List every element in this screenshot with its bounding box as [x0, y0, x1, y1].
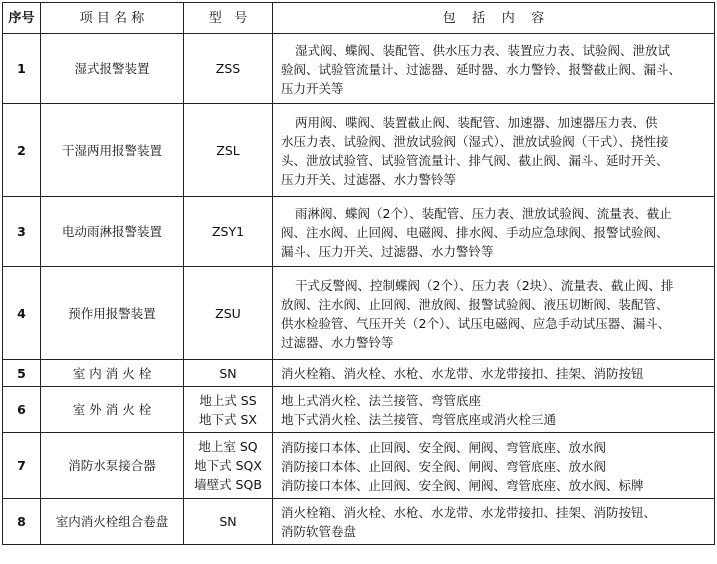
item-model: [184, 267, 273, 360]
table-body: [3, 34, 715, 545]
item-model: [184, 104, 273, 197]
item-model: [184, 197, 273, 267]
row-number: 2: [3, 104, 41, 197]
contents-line: 地上式消火栓、法兰接管、弯管底座: [281, 393, 482, 408]
item-contents: [273, 433, 715, 499]
model-line: 地上室 SQ: [198, 439, 258, 454]
contents-line: 消火栓箱、消火栓、水枪、水龙带、水龙带接扣、挂架、消防按钮: [281, 366, 644, 381]
header-name: 项 目 名 称: [41, 3, 184, 34]
contents-line: 水压力表、试验阀、泄放试验阀（湿式）、泄放试验阀（干式）、挠性接: [281, 133, 669, 149]
model-line: ZSS: [215, 61, 241, 76]
item-model: [184, 499, 273, 545]
item-contents: [273, 499, 715, 545]
contents-line: 消防接口本体、止回阀、安全阀、闸阀、弯管底座、放水阀: [281, 439, 607, 455]
model-line: 地上式 SS: [199, 392, 257, 408]
contents-line: 压力开关等: [281, 80, 344, 96]
contents-line: 压力开关、过滤器、水力警铃等: [281, 171, 457, 187]
item-model: [184, 360, 273, 387]
table-row: [3, 360, 715, 387]
item-name: 干湿两用报警装置: [41, 104, 184, 197]
row-number: 7: [3, 433, 41, 499]
model-line: 墙壁式 SQB: [194, 477, 262, 492]
item-contents: [273, 34, 715, 104]
row-number: 3: [3, 197, 41, 267]
model-line: ZSY1: [211, 224, 245, 239]
item-contents: [273, 197, 715, 267]
model-line: 地下式 SX: [199, 411, 257, 427]
contents-line: 雨淋阀、蝶阀（2个）、装配管、压力表、泄放试验阀、流量表、截止: [295, 205, 672, 221]
equipment-table-sheet: [2, 2, 714, 545]
contents-line: 消防软管卷盘: [281, 524, 357, 539]
contents-line: 头、泄放试验管、试验管流量计、排气阀、截止阀、漏斗、延时开关、: [281, 152, 669, 168]
item-name: 消防水泵接合器: [41, 433, 184, 499]
contents-line: 阀、注水阀、止回阀、电磁阀、排水阀、手动应急球阀、报警试验阀、: [281, 224, 669, 240]
item-contents: [273, 387, 715, 433]
row-number: 6: [3, 387, 41, 433]
item-name: 室 内 消 火 栓: [41, 360, 184, 387]
table-row: [3, 34, 715, 104]
row-number: 4: [3, 267, 41, 360]
item-model: [184, 34, 273, 104]
item-model: [184, 387, 273, 433]
contents-line: 干式反警阀、控制蝶阀（2个）、压力表（2块）、流量表、截止阀、排: [295, 277, 674, 293]
contents-line: 消火栓箱、消火栓、水枪、水龙带、水龙带接扣、挂架、消防按钮、: [281, 505, 657, 520]
table-row: [3, 433, 715, 499]
header-contents: 包 括 内 容: [273, 3, 715, 34]
item-name: 室 外 消 火 栓: [41, 387, 184, 433]
contents-line: 漏斗、压力开关、过滤器、水力警铃等: [281, 243, 494, 259]
contents-line: 消防接口本体、止回阀、安全阀、闸阀、弯管底座、放水阀、标牌: [281, 477, 644, 493]
item-name: 湿式报警装置: [41, 34, 184, 104]
model-line: SN: [219, 514, 237, 529]
item-name: 预作用报警装置: [41, 267, 184, 360]
item-contents: [273, 267, 715, 360]
contents-line: 供水检验管、气压开关（2个）、试压电磁阀、应急手动试压器、漏斗、: [281, 315, 671, 331]
contents-line: 过滤器、水力警铃等: [281, 334, 394, 350]
table-row: [3, 267, 715, 360]
model-line: SN: [219, 365, 237, 381]
item-name: 电动雨淋报警装置: [41, 197, 184, 267]
table-header-row: [3, 3, 715, 34]
contents-line: 放阀、注水阀、止回阀、泄放阀、报警试验阀、液压切断阀、装配管、: [281, 296, 669, 312]
table-row: [3, 197, 715, 267]
contents-line: 验阀、试验管流量计、过滤器、延时器、水力警铃、报警截止阀、漏斗、: [281, 61, 682, 77]
row-number: 1: [3, 34, 41, 104]
row-number: 8: [3, 499, 41, 545]
contents-line: 湿式阀、蝶阀、装配管、供水压力表、装置应力表、试验阀、泄放试: [295, 42, 671, 58]
model-line: 地下式 SQX: [194, 458, 262, 473]
contents-line: 消防接口本体、止回阀、安全阀、闸阀、弯管底座、放水阀: [281, 458, 607, 474]
table-row: [3, 387, 715, 433]
contents-line: 地下式消火栓、法兰接管、弯管底座或消火栓三通: [281, 412, 557, 427]
item-name: 室内消火栓组合卷盘: [41, 499, 184, 545]
table-row: [3, 104, 715, 197]
item-contents: [273, 104, 715, 197]
row-number: 5: [3, 360, 41, 387]
item-model: [184, 433, 273, 499]
header-model: 型 号: [184, 3, 273, 34]
header-no: 序号: [3, 3, 41, 34]
equipment-table: [2, 2, 715, 545]
model-line: ZSU: [215, 305, 241, 321]
item-contents: [273, 360, 715, 387]
contents-line: 两用阀、喋阀、装置截止阀、装配管、加速器、加速器压力表、供: [295, 114, 658, 130]
table-row: [3, 499, 715, 545]
model-line: ZSL: [216, 142, 240, 158]
